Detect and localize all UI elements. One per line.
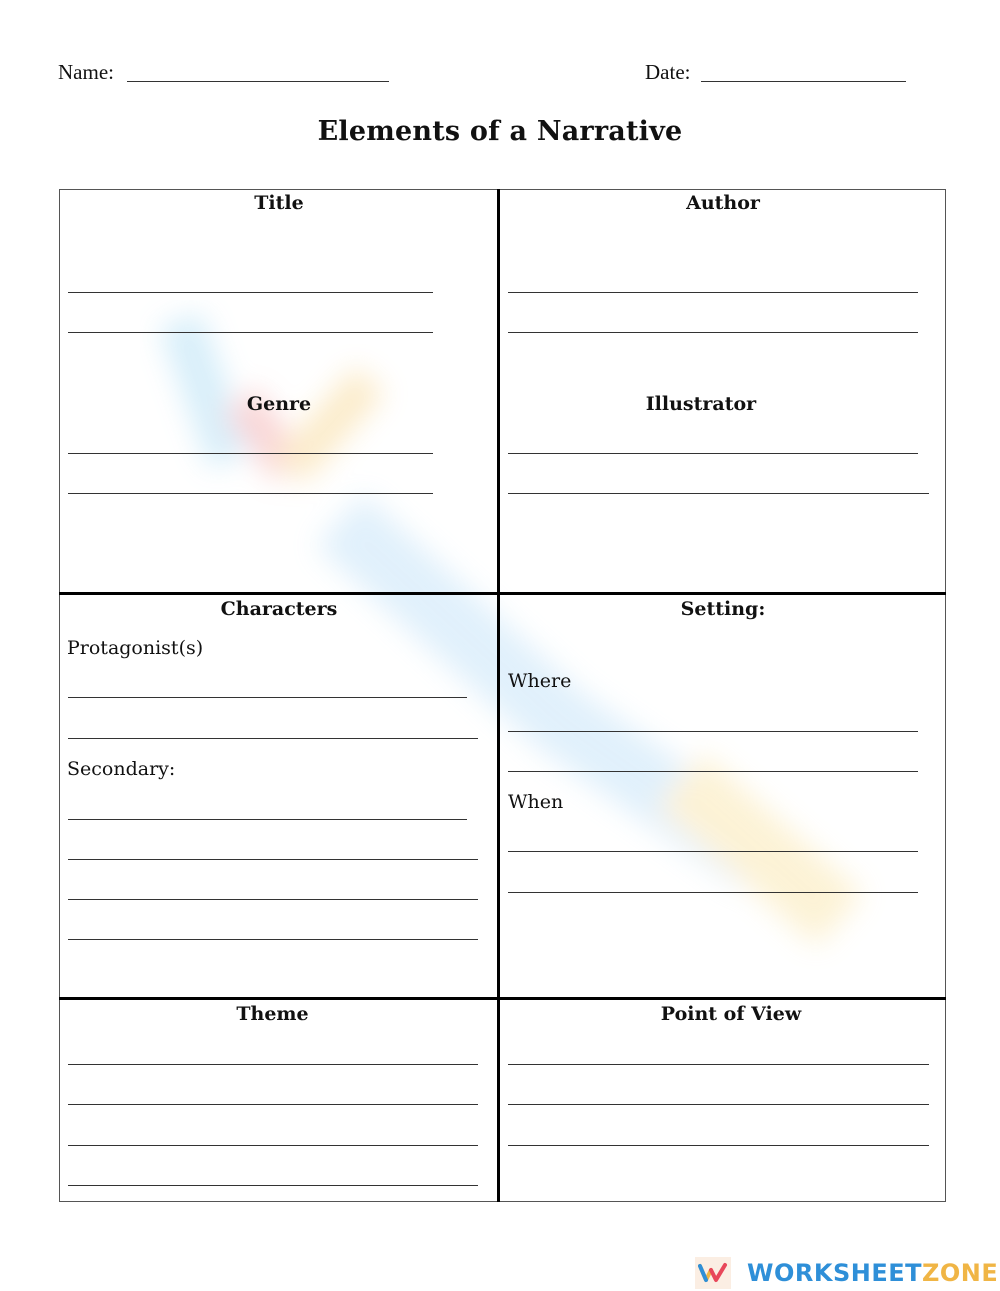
pov-line-3[interactable]: [508, 1145, 929, 1146]
title-line-1[interactable]: [68, 292, 433, 293]
secondary-line-3[interactable]: [68, 899, 478, 900]
setting-heading: Setting:: [680, 598, 766, 620]
worksheetzone-w-logo-icon: [695, 1257, 731, 1289]
illustrator-line-1[interactable]: [508, 453, 918, 454]
worksheetzone-brand[interactable]: [695, 1256, 998, 1290]
when-line-1[interactable]: [508, 851, 918, 852]
brand-text-worksheet: WORKSHEET: [747, 1259, 922, 1287]
theme-heading: Theme: [236, 1003, 309, 1025]
theme-line-1[interactable]: [68, 1064, 478, 1065]
author-heading: Author: [686, 192, 760, 214]
page-title: Elements of a Narrative: [317, 116, 683, 147]
row-divider-2: [59, 997, 946, 1000]
secondary-line-4[interactable]: [68, 939, 478, 940]
pov-line-2[interactable]: [508, 1104, 929, 1105]
title-line-2[interactable]: [68, 332, 433, 333]
theme-line-2[interactable]: [68, 1104, 478, 1105]
secondary-label: Secondary:: [67, 758, 176, 780]
protagonist-line-2[interactable]: [68, 738, 478, 739]
genre-line-1[interactable]: [68, 453, 433, 454]
where-label: Where: [508, 670, 572, 692]
secondary-line-1[interactable]: [68, 819, 467, 820]
author-line-2[interactable]: [508, 332, 918, 333]
protagonist-label: Protagonist(s): [67, 637, 204, 659]
characters-heading: Characters: [220, 598, 338, 620]
column-divider: [497, 189, 500, 1202]
pov-line-1[interactable]: [508, 1064, 929, 1065]
where-line-1[interactable]: [508, 731, 918, 732]
date-label: Date:: [645, 60, 691, 84]
narrative-table: [59, 189, 946, 1202]
illustrator-heading: Illustrator: [645, 393, 757, 415]
when-label: When: [508, 791, 564, 813]
point-of-view-heading: Point of View: [660, 1003, 802, 1025]
name-label: Name:: [58, 60, 114, 84]
when-line-2[interactable]: [508, 892, 918, 893]
protagonist-line-1[interactable]: [68, 697, 467, 698]
where-line-2[interactable]: [508, 771, 918, 772]
author-line-1[interactable]: [508, 292, 918, 293]
genre-heading: Genre: [246, 393, 312, 415]
illustrator-line-2[interactable]: [508, 493, 929, 494]
row-divider-1: [59, 592, 946, 595]
title-heading: Title: [254, 192, 304, 214]
theme-line-4[interactable]: [68, 1185, 478, 1186]
theme-line-3[interactable]: [68, 1145, 478, 1146]
secondary-line-2[interactable]: [68, 859, 478, 860]
genre-line-2[interactable]: [68, 493, 433, 494]
date-input-line[interactable]: [701, 81, 906, 82]
name-input-line[interactable]: [127, 81, 389, 82]
brand-text-zone: ZONE: [921, 1259, 999, 1287]
